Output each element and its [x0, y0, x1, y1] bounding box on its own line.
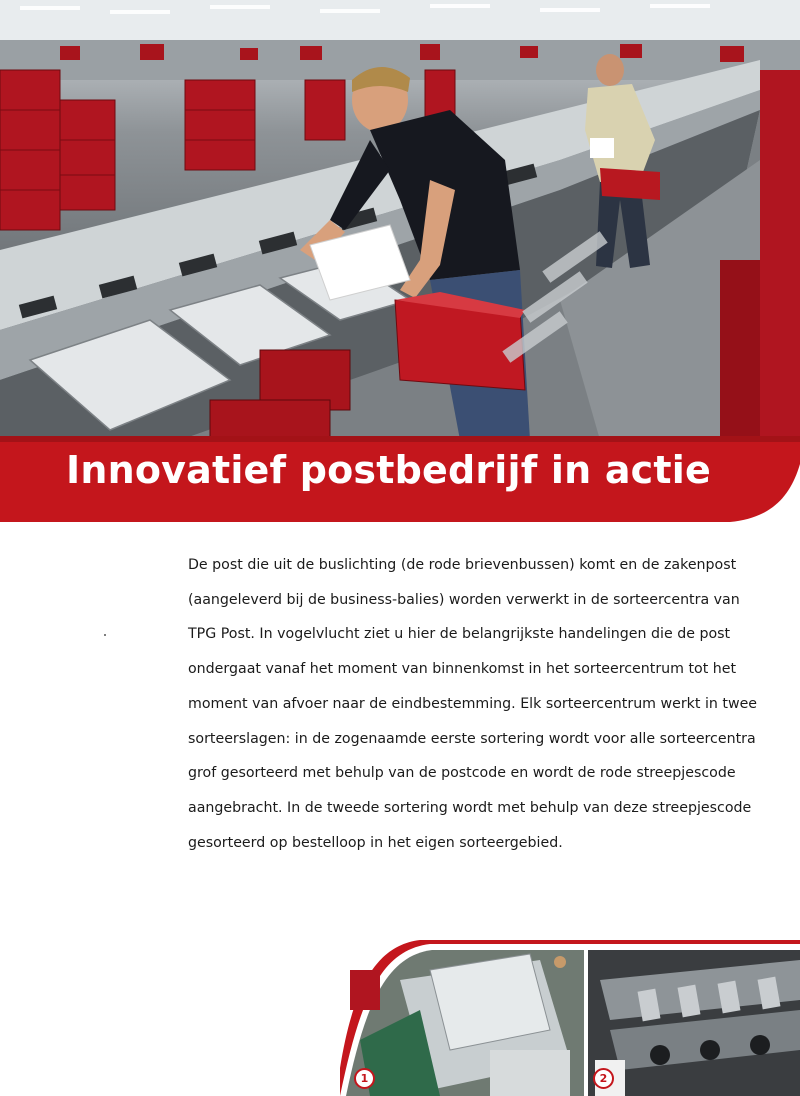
step-badge: 1 [354, 1068, 375, 1089]
page-title: Innovatief postbedrijf in actie [66, 448, 711, 492]
machine-photos-icon [340, 940, 800, 1096]
bottom-photo-strip [340, 940, 800, 1096]
step-badge: 2 [593, 1068, 614, 1089]
sorting-center-photo-icon [0, 0, 800, 440]
stray-dot [104, 634, 106, 636]
paragraph-line: TPG Post. In vogelvlucht ziet u hier de belangrijkste handelingen die de post [188, 626, 731, 643]
paragraph-line: moment van afvoer naar de eindbestemming. Elk sorteercentrum werkt in twee [188, 695, 758, 712]
intro-paragraph [188, 548, 768, 860]
paragraph-line: (aangeleverd bij de business-balies) worden verwerkt in de sorteercentra van [188, 591, 740, 608]
paragraph-line: aangebracht. In de tweede sortering wordt met behulp van deze streepjescode [188, 799, 752, 816]
paragraph-line: gesorteerd op bestelloop in het eigen sorteergebied. [188, 834, 563, 851]
hero-photo [0, 0, 800, 440]
paragraph-line: sorteerslagen: in de zogenaamde eerste sortering wordt voor alle sorteercentra [188, 730, 756, 747]
paragraph-line: grof gesorteerd met behulp van de postcode en wordt de rode streepjescode [188, 765, 736, 782]
paragraph-line: ondergaat vanaf het moment van binnenkomst in het sorteercentrum tot het [188, 661, 737, 678]
paragraph-line: De post die uit de buslichting (de rode brievenbussen) komt en de zakenpost [188, 557, 737, 573]
